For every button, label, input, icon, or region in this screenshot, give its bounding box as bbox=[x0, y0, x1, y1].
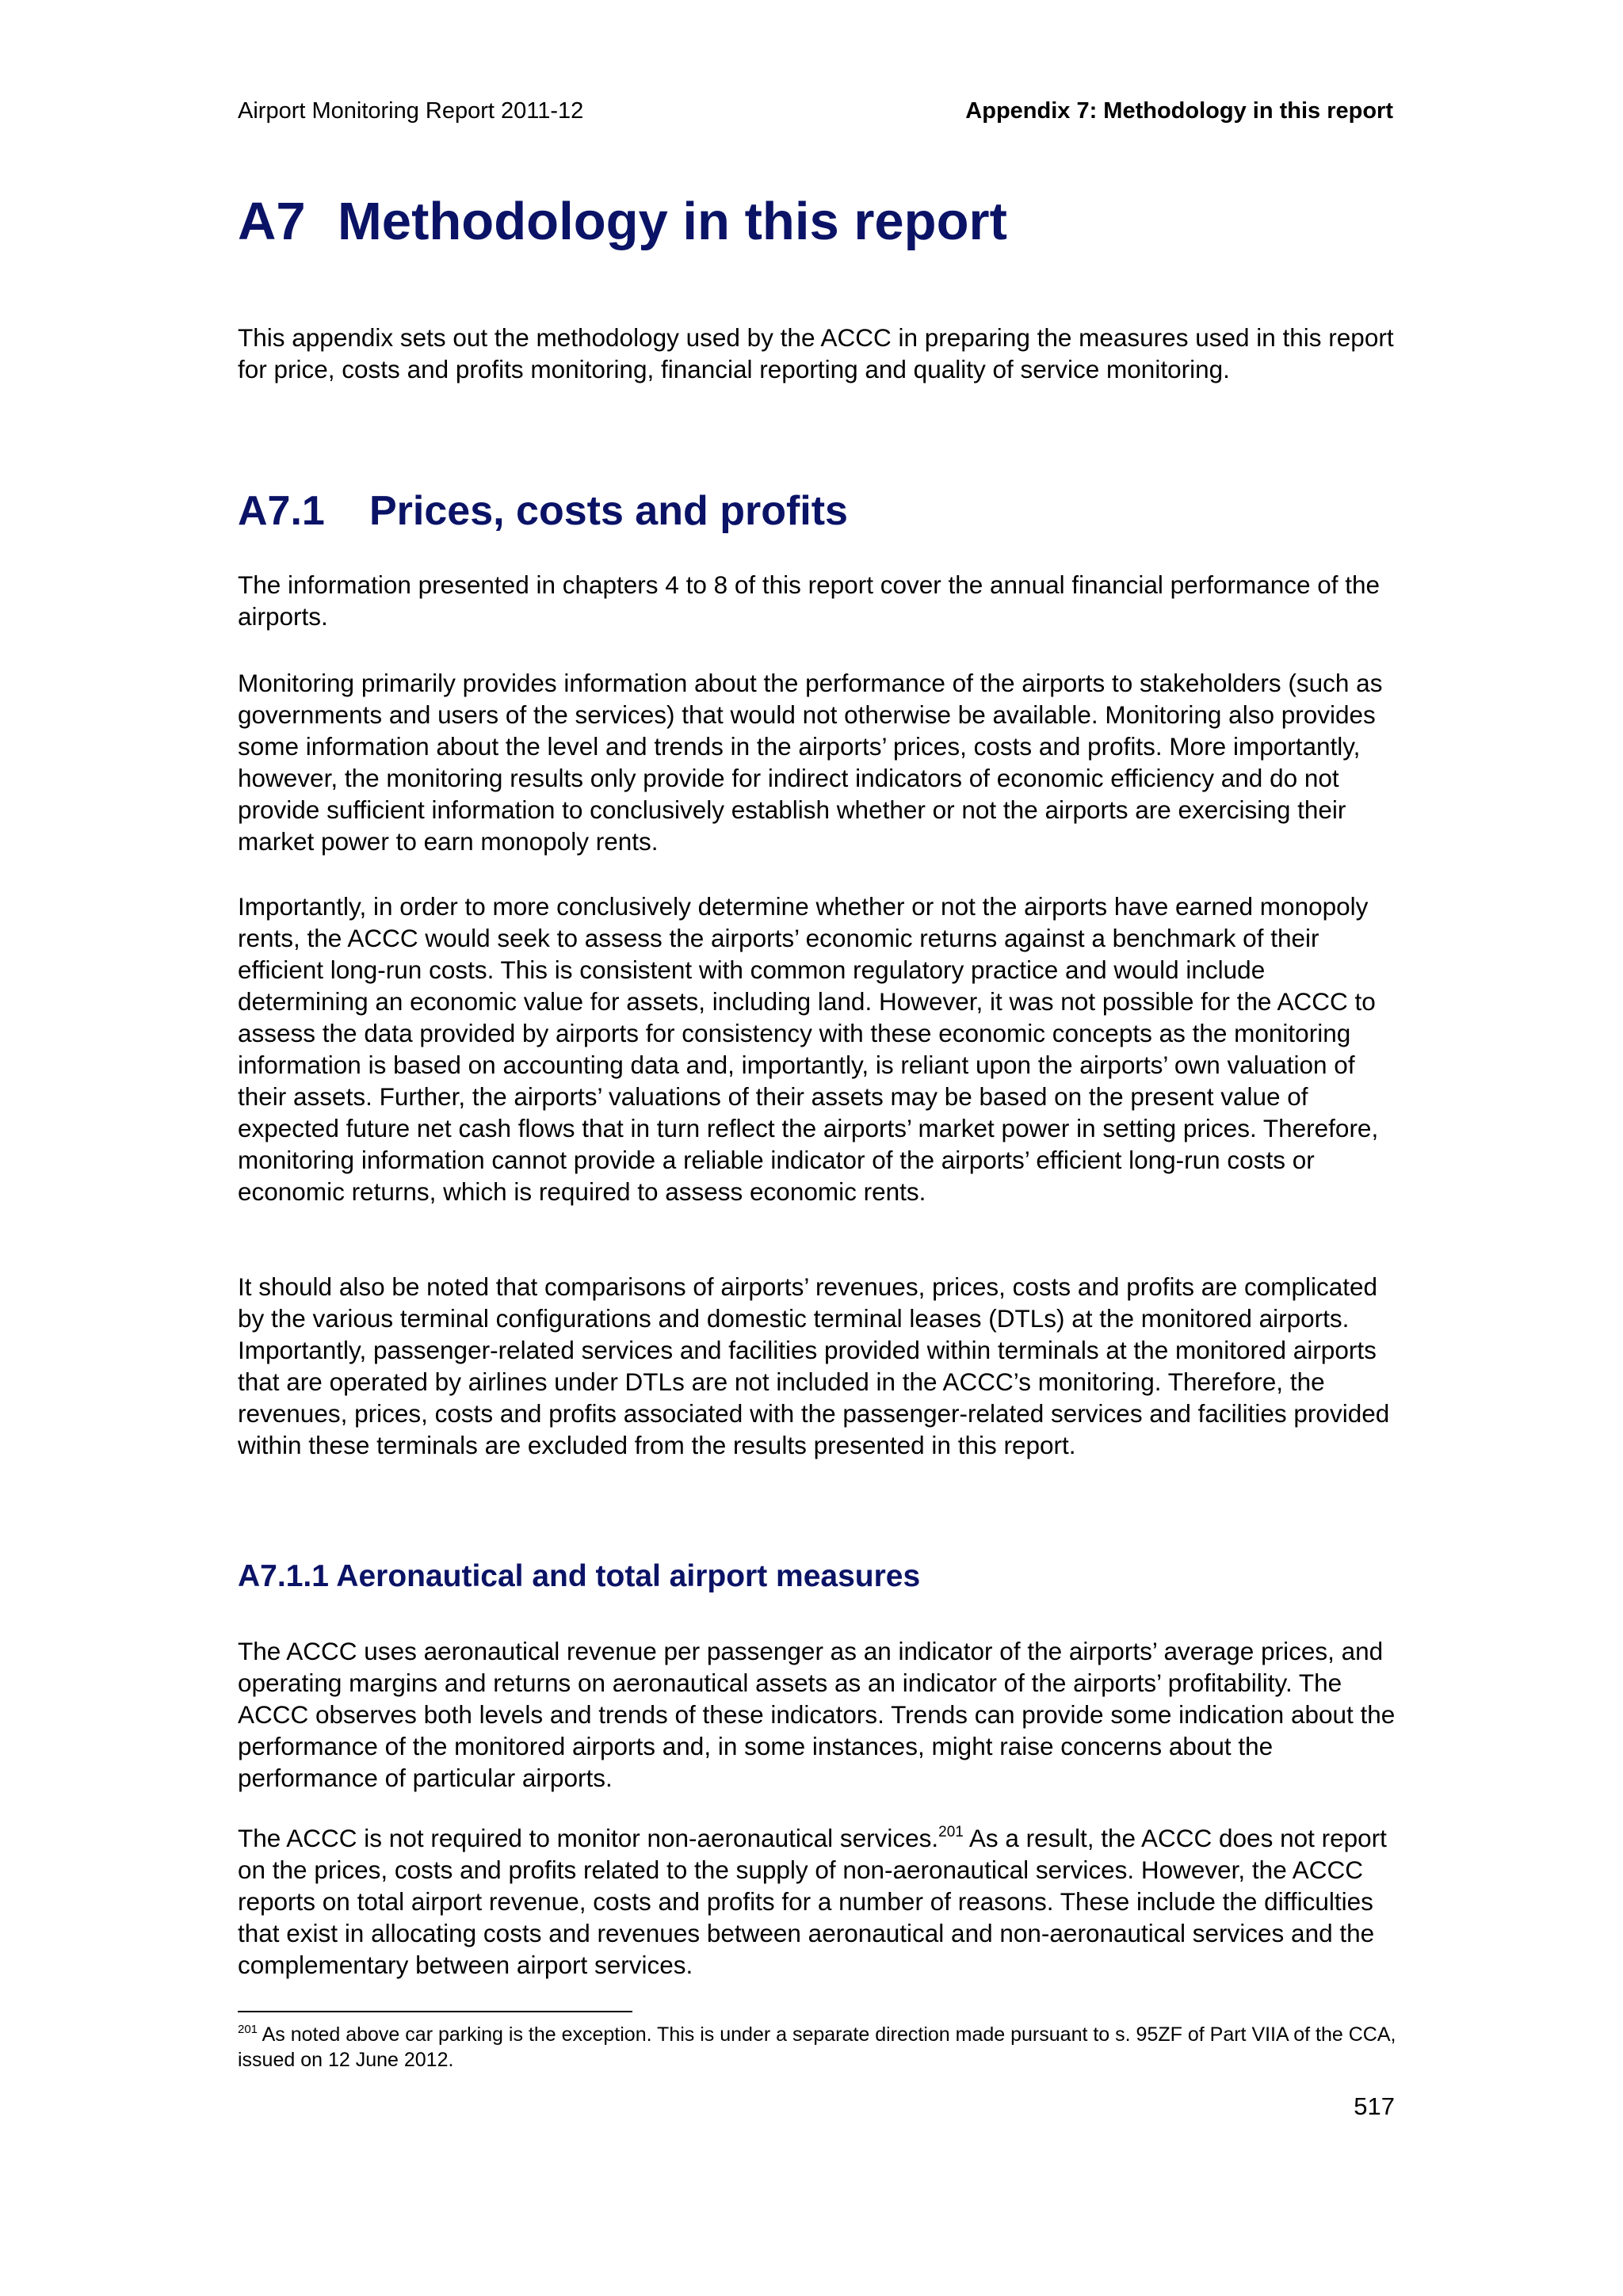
section-heading bbox=[238, 486, 848, 536]
footnote-reference: 201 bbox=[938, 1824, 964, 1840]
footnote-text: As noted above car parking is the exception. This is under a separate direction made pursuant to s. 95ZF of Part VIIA of the CCA, issued on 12 June 2012. bbox=[238, 2023, 1396, 2071]
appendix-title: Appendix 7: Methodology in this report bbox=[965, 98, 1393, 124]
subsection-heading: A7.1.1 Aeronautical and total airport measures bbox=[238, 1559, 921, 1593]
page-number: 517 bbox=[1354, 2092, 1395, 2120]
paragraph bbox=[238, 1822, 1396, 1981]
chapter-number: A7 bbox=[238, 192, 306, 251]
chapter-title: Methodology in this report bbox=[338, 192, 1007, 251]
paragraph: The ACCC uses aeronautical revenue per passenger as an indicator of the airports’ average prices, and operating margins and returns on aeronautical assets as an indicator of the airports’ profitability. The ACCC observes both levels and trends of these indicators. Trends can provide some indication about the performance of the monitored airports and, in some instances, might raise concerns about the performance of particular airports. bbox=[238, 1637, 1396, 1792]
paragraph-text: The ACCC is not required to monitor non-aeronautical services. bbox=[238, 1824, 939, 1852]
paragraph: Monitoring primarily provides information about the performance of the airports to stakeholders (such as governments and users of the services) that would not otherwise be available. Monitoring also provides some information about the level and trends in the airports’ prices, costs and profits. More importantly, however, the monitoring results only provide for indirect indicators of economic efficiency and do not provide sufficient information to conclusively establish whether or not the airports are exercising their market power to earn monopoly rents. bbox=[238, 669, 1383, 856]
footnote-separator bbox=[238, 2011, 632, 2012]
section-number: A7.1 bbox=[238, 488, 325, 534]
intro-paragraph: This appendix sets out the methodology used by the ACCC in preparing the measures used in this report for price, costs and profits monitoring, financial reporting and quality of service monitoring. bbox=[238, 323, 1394, 383]
footnote-number: 201 bbox=[238, 2023, 258, 2036]
section-title: Prices, costs and profits bbox=[369, 488, 848, 534]
report-title: Airport Monitoring Report 2011-12 bbox=[238, 98, 584, 124]
paragraph: The information presented in chapters 4 to 8 of this report cover the annual financial performance of the airports. bbox=[238, 570, 1381, 631]
chapter-heading bbox=[238, 190, 1007, 254]
paragraph-text: As a result, the ACCC does not report on the prices, costs and profits related to the supply of non-aeronautical services. However, the ACCC reports on total airport revenue, costs and profits for a number of reasons. These include the difficulties that exist in allocating costs and revenues between aeronautical and non-aeronautical services and the complementary between airport services. bbox=[238, 1824, 1387, 1979]
paragraph: Importantly, in order to more conclusively determine whether or not the airports have earned monopoly rents, the ACCC would seek to assess the airports’ economic returns against a benchmark of their efficient long-run costs. This is consistent with common regulatory practice and would include determining an economic value for assets, including land. However, it was not possible for the ACCC to assess the data provided by airports for consistency with these economic concepts as the monitoring information is based on accounting data and, importantly, is reliant upon the airports’ own valuation of their assets. Further, the airports’ valuations of their assets may be based on the present value of expected future net cash flows that in turn reflect the airports’ market power in setting prices. Therefore, monitoring information cannot provide a reliable indicator of the airports’ efficient long-run costs or economic returns, which is required to assess economic rents. bbox=[238, 892, 1379, 1206]
paragraph: It should also be noted that comparisons of airports’ revenues, prices, costs and profits are complicated by the various terminal configurations and domestic terminal leases (DTLs) at the monitored airports. Importantly, passenger-related services and facilities provided within terminals at the monitored airports that are operated by airlines under DTLs are not included in the ACCC’s monitoring. Therefore, the revenues, prices, costs and profits associated with the passenger-related services and facilities provided within these terminals are excluded from the results presented in this report. bbox=[238, 1272, 1390, 1459]
footnote bbox=[238, 2022, 1396, 2073]
